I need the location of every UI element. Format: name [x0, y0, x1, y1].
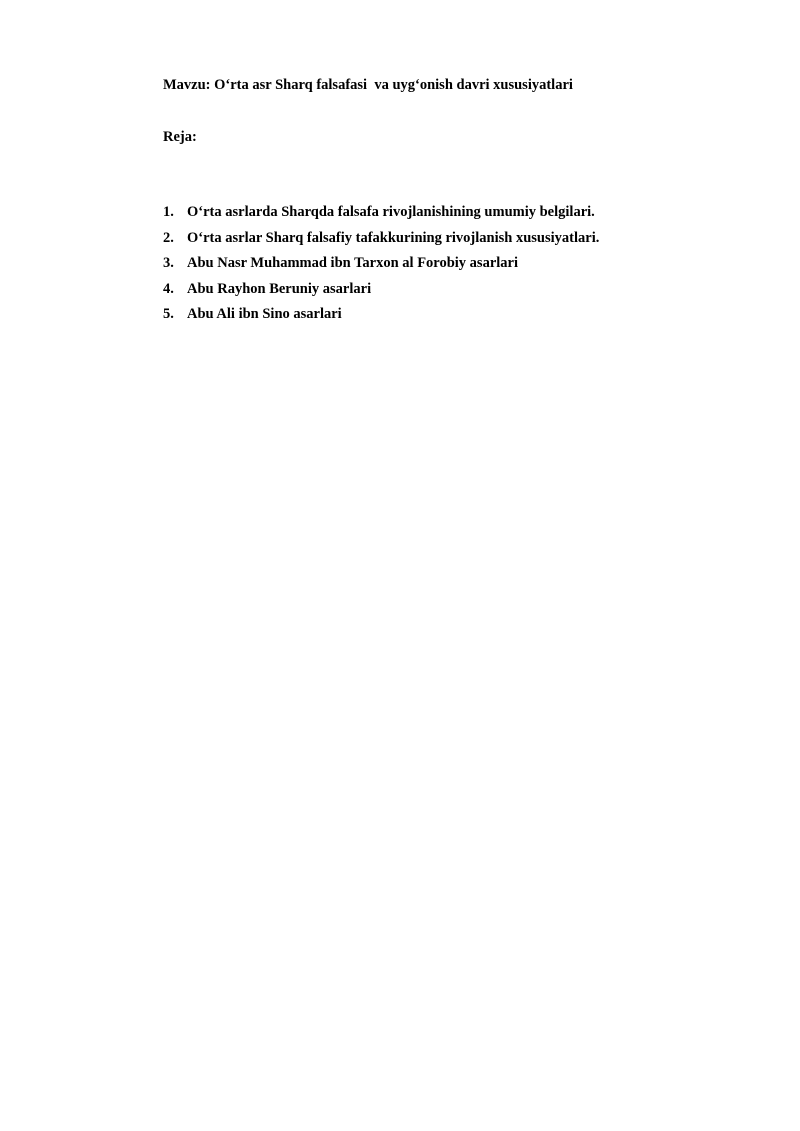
- list-item-number: 3.: [163, 255, 174, 271]
- list-item-text: O‘rta asrlar Sharq falsafiy tafakkurining rivojlanish xususiyatlari.: [187, 229, 600, 246]
- list-item: [163, 305, 599, 331]
- plan-heading: Reja:: [163, 129, 197, 145]
- list-item-text: Abu Ali ibn Sino asarlari: [187, 306, 342, 322]
- list-item: [163, 254, 599, 280]
- list-item-text: O‘rta asrlarda Sharqda falsafa rivojlanishining umumiy belgilari.: [187, 204, 595, 220]
- plan-list: [163, 203, 599, 331]
- list-item-number: 4.: [163, 280, 174, 297]
- list-item-number: 2.: [163, 229, 174, 246]
- list-item: [163, 203, 599, 229]
- list-item: [163, 280, 599, 306]
- list-item-number: 1.: [163, 204, 174, 220]
- list-item-text: Abu Rayhon Beruniy asarlari: [187, 280, 372, 297]
- list-item: [163, 229, 599, 255]
- list-item-text: Abu Nasr Muhammad ibn Tarxon al Forobiy asarlari: [187, 255, 519, 271]
- list-item-number: 5.: [163, 306, 174, 322]
- document-title: Mavzu: O‘rta asr Sharq falsafasi va uyg‘onish davri xususiyatlari: [163, 77, 573, 93]
